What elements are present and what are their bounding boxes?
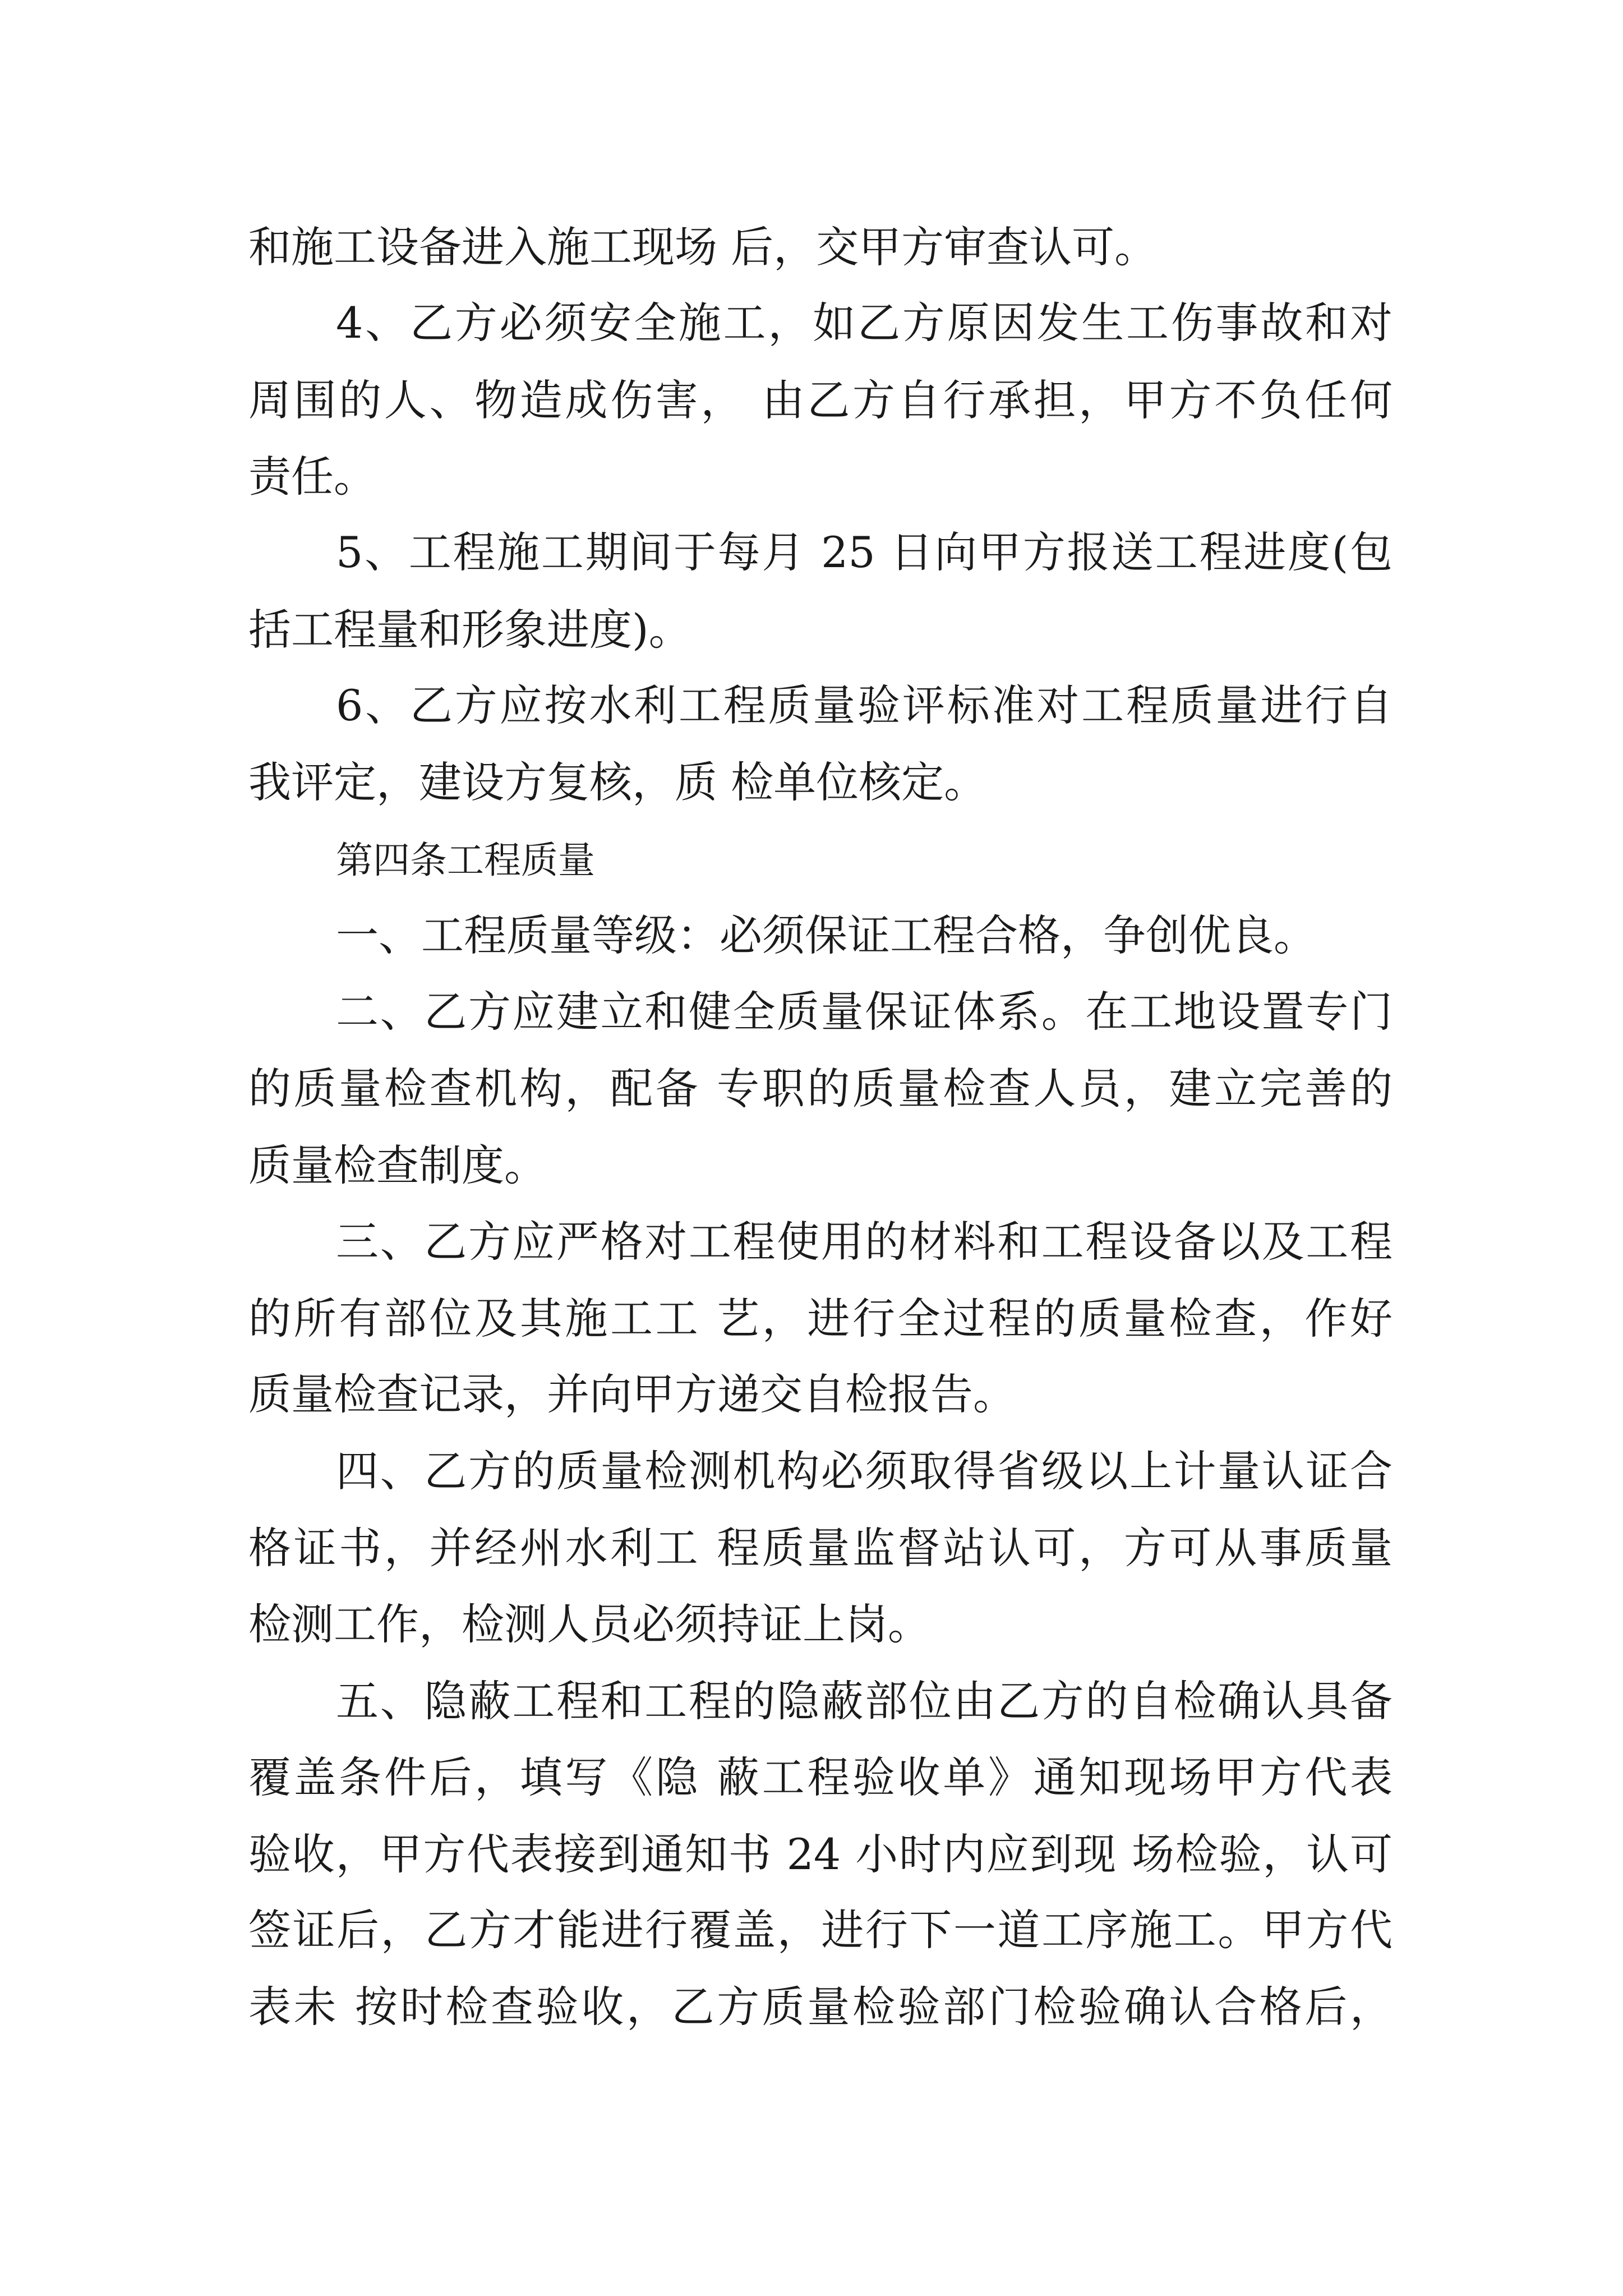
paragraph-start-line: 二、乙方应建立和健全质量保证体系。在工地设置专门	[336, 987, 1393, 1037]
text-line: 覆盖条件后，填写《隐 蔽工程验收单》通知现场甲方代表	[248, 1752, 1393, 1802]
paragraph-start-line: 一、工程质量等级：必须保证工程合格，争创优良。	[336, 910, 1316, 960]
section-heading: 第四条工程质量	[336, 839, 595, 882]
text-line: 的所有部位及其施工工 艺，进行全过程的质量检查，作好	[248, 1294, 1393, 1343]
text-line: 的质量检查机构，配备 专职的质量检查人员，建立完善的	[248, 1064, 1393, 1114]
text-line: 我评定，建设方复核，质 检单位核定。	[248, 757, 987, 807]
paragraph-start-line: 四、乙方的质量检测机构必须取得省级以上计量认证合	[336, 1446, 1393, 1496]
text-line: 周围的人、物造成伤害， 由乙方自行承担，甲方不负任何	[248, 375, 1393, 425]
text-line: 表未 按时检查验收，乙方质量检验部门检验确认合格后，	[248, 1982, 1393, 2032]
text-line: 责任。	[248, 452, 376, 501]
text-line: 和施工设备进入施工现场 后，交甲方审查认可。	[248, 222, 1158, 272]
text-line: 质量检查记录，并向甲方递交自检报告。	[248, 1369, 1016, 1419]
paragraph-start-line: 5、工程施工期间于每月 25 日向甲方报送工程进度(包	[336, 527, 1393, 577]
text-line: 质量检查制度。	[248, 1140, 547, 1190]
paragraph-start-line: 4、乙方必须安全施工，如乙方原因发生工伤事故和对	[336, 298, 1393, 348]
paragraph-start-line: 6、乙方应按水利工程质量验评标准对工程质量进行自	[336, 680, 1393, 730]
paragraph-start-line: 三、乙方应严格对工程使用的材料和工程设备以及工程	[336, 1217, 1393, 1267]
text-line: 格证书，并经州水利工 程质量监督站认可，方可从事质量	[248, 1523, 1393, 1573]
text-line: 括工程量和形象进度)。	[248, 605, 691, 655]
text-line: 验收，甲方代表接到通知书 24 小时内应到现 场检验，认可	[248, 1829, 1393, 1879]
paragraph-start-line: 五、隐蔽工程和工程的隐蔽部位由乙方的自检确认具备	[336, 1676, 1393, 1726]
text-line: 签证后，乙方才能进行覆盖，进行下一道工序施工。甲方代	[248, 1905, 1393, 1955]
text-line: 检测工作，检测人员必须持证上岗。	[248, 1599, 930, 1649]
